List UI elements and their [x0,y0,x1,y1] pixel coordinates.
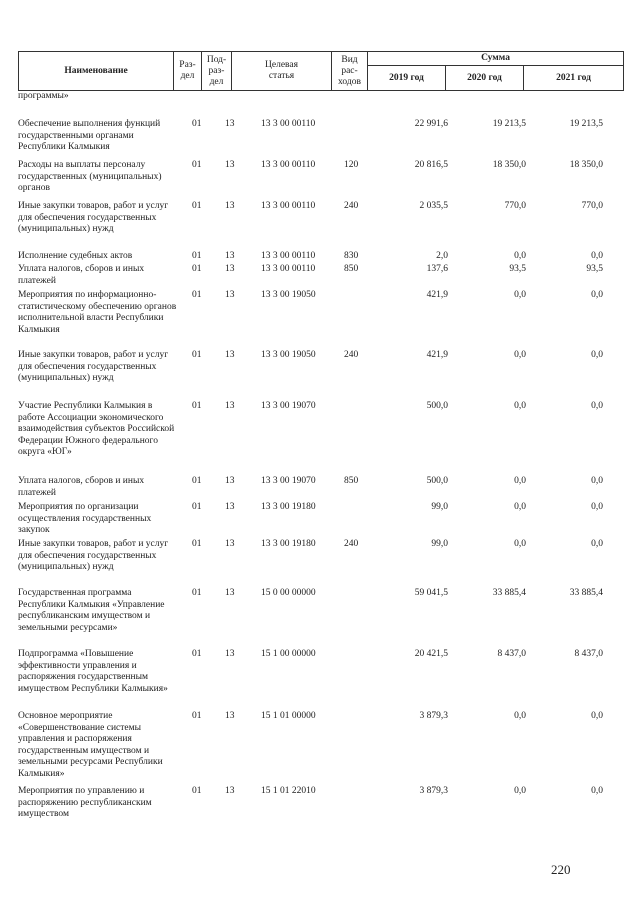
row-2021: 0,0 [591,290,603,300]
row-2020: 0,0 [514,786,526,796]
row-2020: 0,0 [514,476,526,486]
row-name: Расходы на выплаты персоналу государственных (муниципальных) органов [18,160,162,194]
row-razdel: 01 [192,649,202,659]
row-name: Мероприятия по организации осуществления государственных закупок [18,502,152,536]
header-podrazdel: Под- раз- дел [202,52,232,91]
row-razdel: 01 [192,350,202,360]
row-2021: 0,0 [591,350,603,360]
header-vr: Вид рас- ходов [332,52,368,91]
row-2020: 0,0 [514,401,526,411]
row-2021: 0,0 [591,476,603,486]
row-cs: 13 3 00 19180 [261,502,316,512]
row-cs: 13 3 00 19050 [261,290,316,300]
row-razdel: 01 [192,290,202,300]
row-razdel: 01 [192,539,202,549]
row-name: Государственная программа Республики Калмыкия «Управление республиканским имуществом и земельными ресурсами» [18,588,165,633]
row-podrazdel: 13 [225,290,235,300]
row-cs: 13 3 00 19070 [261,476,316,486]
row-vr: 120 [344,160,359,170]
row-podrazdel: 13 [225,476,235,486]
row-2019: 2 035,5 [419,201,448,211]
row-2021: 19 213,5 [569,119,603,129]
row-2019: 99,0 [431,502,448,512]
row-2019: 500,0 [426,401,448,411]
row-cs: 13 3 00 19050 [261,350,316,360]
row-cs: 15 0 00 00000 [261,588,316,598]
row-vr: 850 [344,264,359,274]
continuation-text: программы» [18,91,69,101]
row-cs: 13 3 00 00110 [261,160,316,170]
row-name: Уплата налогов, сборов и иных платежей [18,264,145,286]
header-razdel: Раз- дел [174,52,202,91]
row-2019: 59 041,5 [414,588,448,598]
row-2021: 770,0 [581,201,603,211]
row-2019: 20 816,5 [414,160,448,170]
row-name: Мероприятия по управлению и распоряжению республиканским имуществом [18,786,152,820]
row-2020: 0,0 [514,350,526,360]
row-podrazdel: 13 [225,649,235,659]
row-2019: 421,9 [426,350,448,360]
header-2020: 2020 год [446,66,524,91]
row-vr: 830 [344,251,359,261]
row-vr: 850 [344,476,359,486]
row-name: Уплата налогов, сборов и иных платежей [18,476,145,498]
row-razdel: 01 [192,251,202,261]
row-name: Исполнение судебных актов [18,251,133,261]
row-2020: 0,0 [514,711,526,721]
row-razdel: 01 [192,476,202,486]
row-2019: 3 879,3 [419,786,448,796]
table-header [18,51,624,91]
row-2021: 93,5 [586,264,603,274]
row-2020: 93,5 [509,264,526,274]
row-cs: 13 3 00 19070 [261,401,316,411]
row-2020: 770,0 [504,201,526,211]
header-2019: 2019 год [368,66,446,91]
row-podrazdel: 13 [225,401,235,411]
row-2021: 33 885,4 [569,588,603,598]
row-2019: 20 421,5 [414,649,448,659]
row-2021: 0,0 [591,502,603,512]
row-2021: 0,0 [591,786,603,796]
row-2020: 19 213,5 [492,119,526,129]
row-cs: 15 1 01 22010 [261,786,316,796]
row-razdel: 01 [192,588,202,598]
row-cs: 13 3 00 19180 [261,539,316,549]
row-name: Подпрограмма «Повышение эффективности управления и распоряжения государственным имуществом Республики Калмыкия» [18,649,168,694]
row-razdel: 01 [192,160,202,170]
row-2021: 0,0 [591,539,603,549]
row-podrazdel: 13 [225,264,235,274]
row-2019: 421,9 [426,290,448,300]
row-name: Иные закупки товаров, работ и услуг для обеспечения государственных (муниципальных) нужд [18,539,169,573]
row-2019: 99,0 [431,539,448,549]
page-number: 220 [551,862,571,877]
row-cs: 13 3 00 00110 [261,201,316,211]
row-2020: 18 350,0 [492,160,526,170]
row-razdel: 01 [192,201,202,211]
row-podrazdel: 13 [225,350,235,360]
row-2021: 18 350,0 [569,160,603,170]
row-razdel: 01 [192,711,202,721]
row-razdel: 01 [192,502,202,512]
row-cs: 15 1 00 00000 [261,649,316,659]
row-2019: 3 879,3 [419,711,448,721]
row-cs: 13 3 00 00110 [261,251,316,261]
row-2020: 33 885,4 [492,588,526,598]
row-2020: 0,0 [514,502,526,512]
row-vr: 240 [344,201,359,211]
row-cs: 15 1 01 00000 [261,711,316,721]
row-name: Мероприятия по информационно-статистическому обеспечению органов исполнительной власти Республики Калмыкия [18,290,177,335]
row-2021: 0,0 [591,711,603,721]
row-name: Иные закупки товаров, работ и услуг для обеспечения государственных (муниципальных) нужд [18,350,169,384]
row-podrazdel: 13 [225,160,235,170]
header-cs: Целевая статья [232,52,332,91]
row-podrazdel: 13 [225,251,235,261]
row-cs: 13 3 00 00110 [261,119,316,129]
row-razdel: 01 [192,264,202,274]
row-name: Основное мероприятие «Совершенствование системы управления и распоряжения государственным имуществом и земельными ресурсами Республики Калмыкия» [18,711,163,779]
row-2020: 8 437,0 [497,649,526,659]
row-name: Участие Республики Калмыкия в работе Ассоциации экономического взаимодействия субъектов Российской Федерации Южного федерального округа «ЮГ» [18,401,175,458]
row-cs: 13 3 00 00110 [261,264,316,274]
row-podrazdel: 13 [225,786,235,796]
row-2021: 8 437,0 [574,649,603,659]
row-podrazdel: 13 [225,502,235,512]
row-podrazdel: 13 [225,711,235,721]
row-podrazdel: 13 [225,201,235,211]
row-2020: 0,0 [514,539,526,549]
row-razdel: 01 [192,401,202,411]
row-vr: 240 [344,539,359,549]
row-podrazdel: 13 [225,539,235,549]
row-razdel: 01 [192,786,202,796]
row-vr: 240 [344,350,359,360]
row-razdel: 01 [192,119,202,129]
row-2019: 137,6 [426,264,448,274]
header-name: Наименование [19,52,174,91]
row-2020: 0,0 [514,290,526,300]
row-name: Иные закупки товаров, работ и услуг для обеспечения государственных (муниципальных) нужд [18,201,169,235]
header-summa: Сумма [368,52,624,66]
row-2019: 22 991,6 [414,119,448,129]
row-podrazdel: 13 [225,588,235,598]
row-2019: 500,0 [426,476,448,486]
row-2021: 0,0 [591,251,603,261]
row-2021: 0,0 [591,401,603,411]
row-podrazdel: 13 [225,119,235,129]
row-2019: 2,0 [436,251,448,261]
row-2020: 0,0 [514,251,526,261]
row-name: Обеспечение выполнения функций государственными органами Республики Калмыкия [18,119,161,153]
header-2021: 2021 год [524,66,624,91]
